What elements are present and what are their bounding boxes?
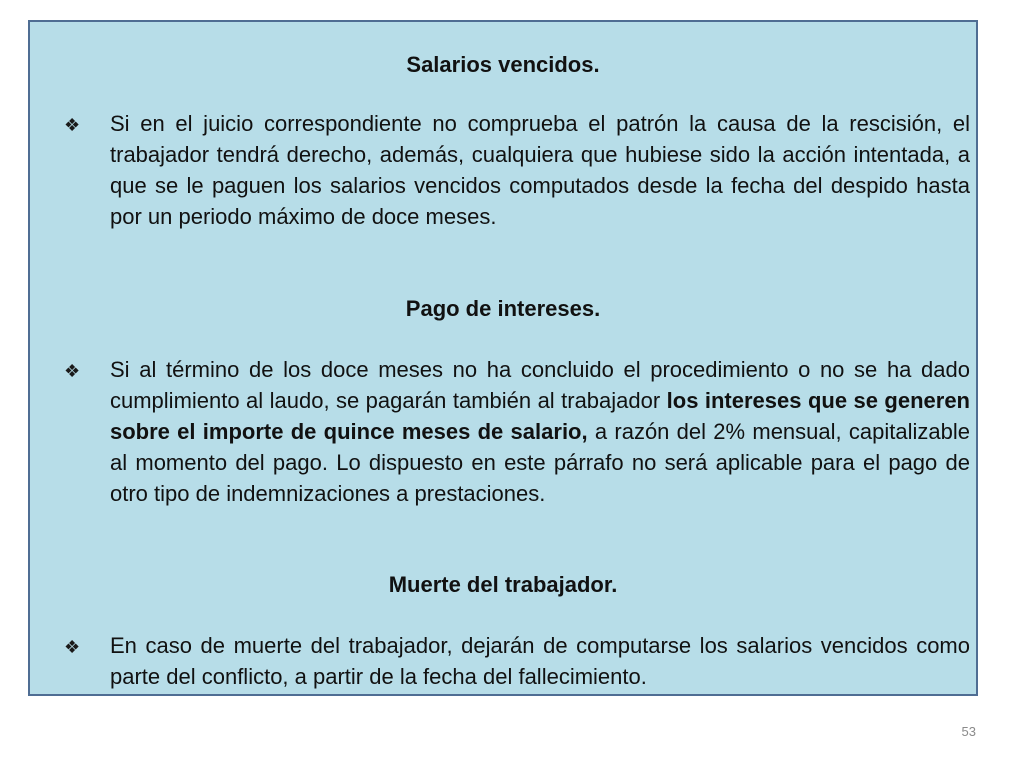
diamond-bullet-icon: ❖: [64, 115, 81, 135]
slide-number: 53: [961, 724, 976, 739]
diamond-bullet-icon: ❖: [64, 361, 81, 381]
paragraph-muerte-del-trabajador: En caso de muerte del trabajador, dejarán de computarse los salarios vencidos como parte del conflicto, a partir de la fecha del fallecimiento.: [110, 633, 970, 689]
heading-muerte-del-trabajador: Muerte del trabajador.: [388, 572, 618, 597]
paragraph-bold-text: los intereses que se generen sobre el importe de quince meses de salario,: [110, 388, 970, 444]
heading-salarios-vencidos: Salarios vencidos.: [406, 52, 600, 77]
paragraph-text: Si al término de los doce meses no ha concluido el procedimiento o no se ha dado cumplimiento al laudo, se pagarán también al trabajador: [110, 357, 970, 413]
content-panel: [28, 20, 978, 696]
diamond-bullet-icon: ❖: [64, 637, 81, 657]
paragraph-pago-de-intereses: [110, 354, 970, 509]
paragraph-salarios-vencidos: Si en el juicio correspondiente no comprueba el patrón la causa de la rescisión, el trabajador tendrá derecho, además, cualquiera que hubiese sido la acción intentada, a que se le paguen los salarios vencidos computados desde la fecha del despido hasta por un periodo máximo de doce meses.: [110, 111, 970, 229]
paragraph-text: a razón del 2% mensual, capitalizable al momento del pago. Lo dispuesto en este párrafo no será aplicable para el pago de otro tipo de indemnizaciones a prestaciones.: [110, 419, 970, 506]
heading-pago-de-intereses: Pago de intereses.: [405, 296, 601, 321]
